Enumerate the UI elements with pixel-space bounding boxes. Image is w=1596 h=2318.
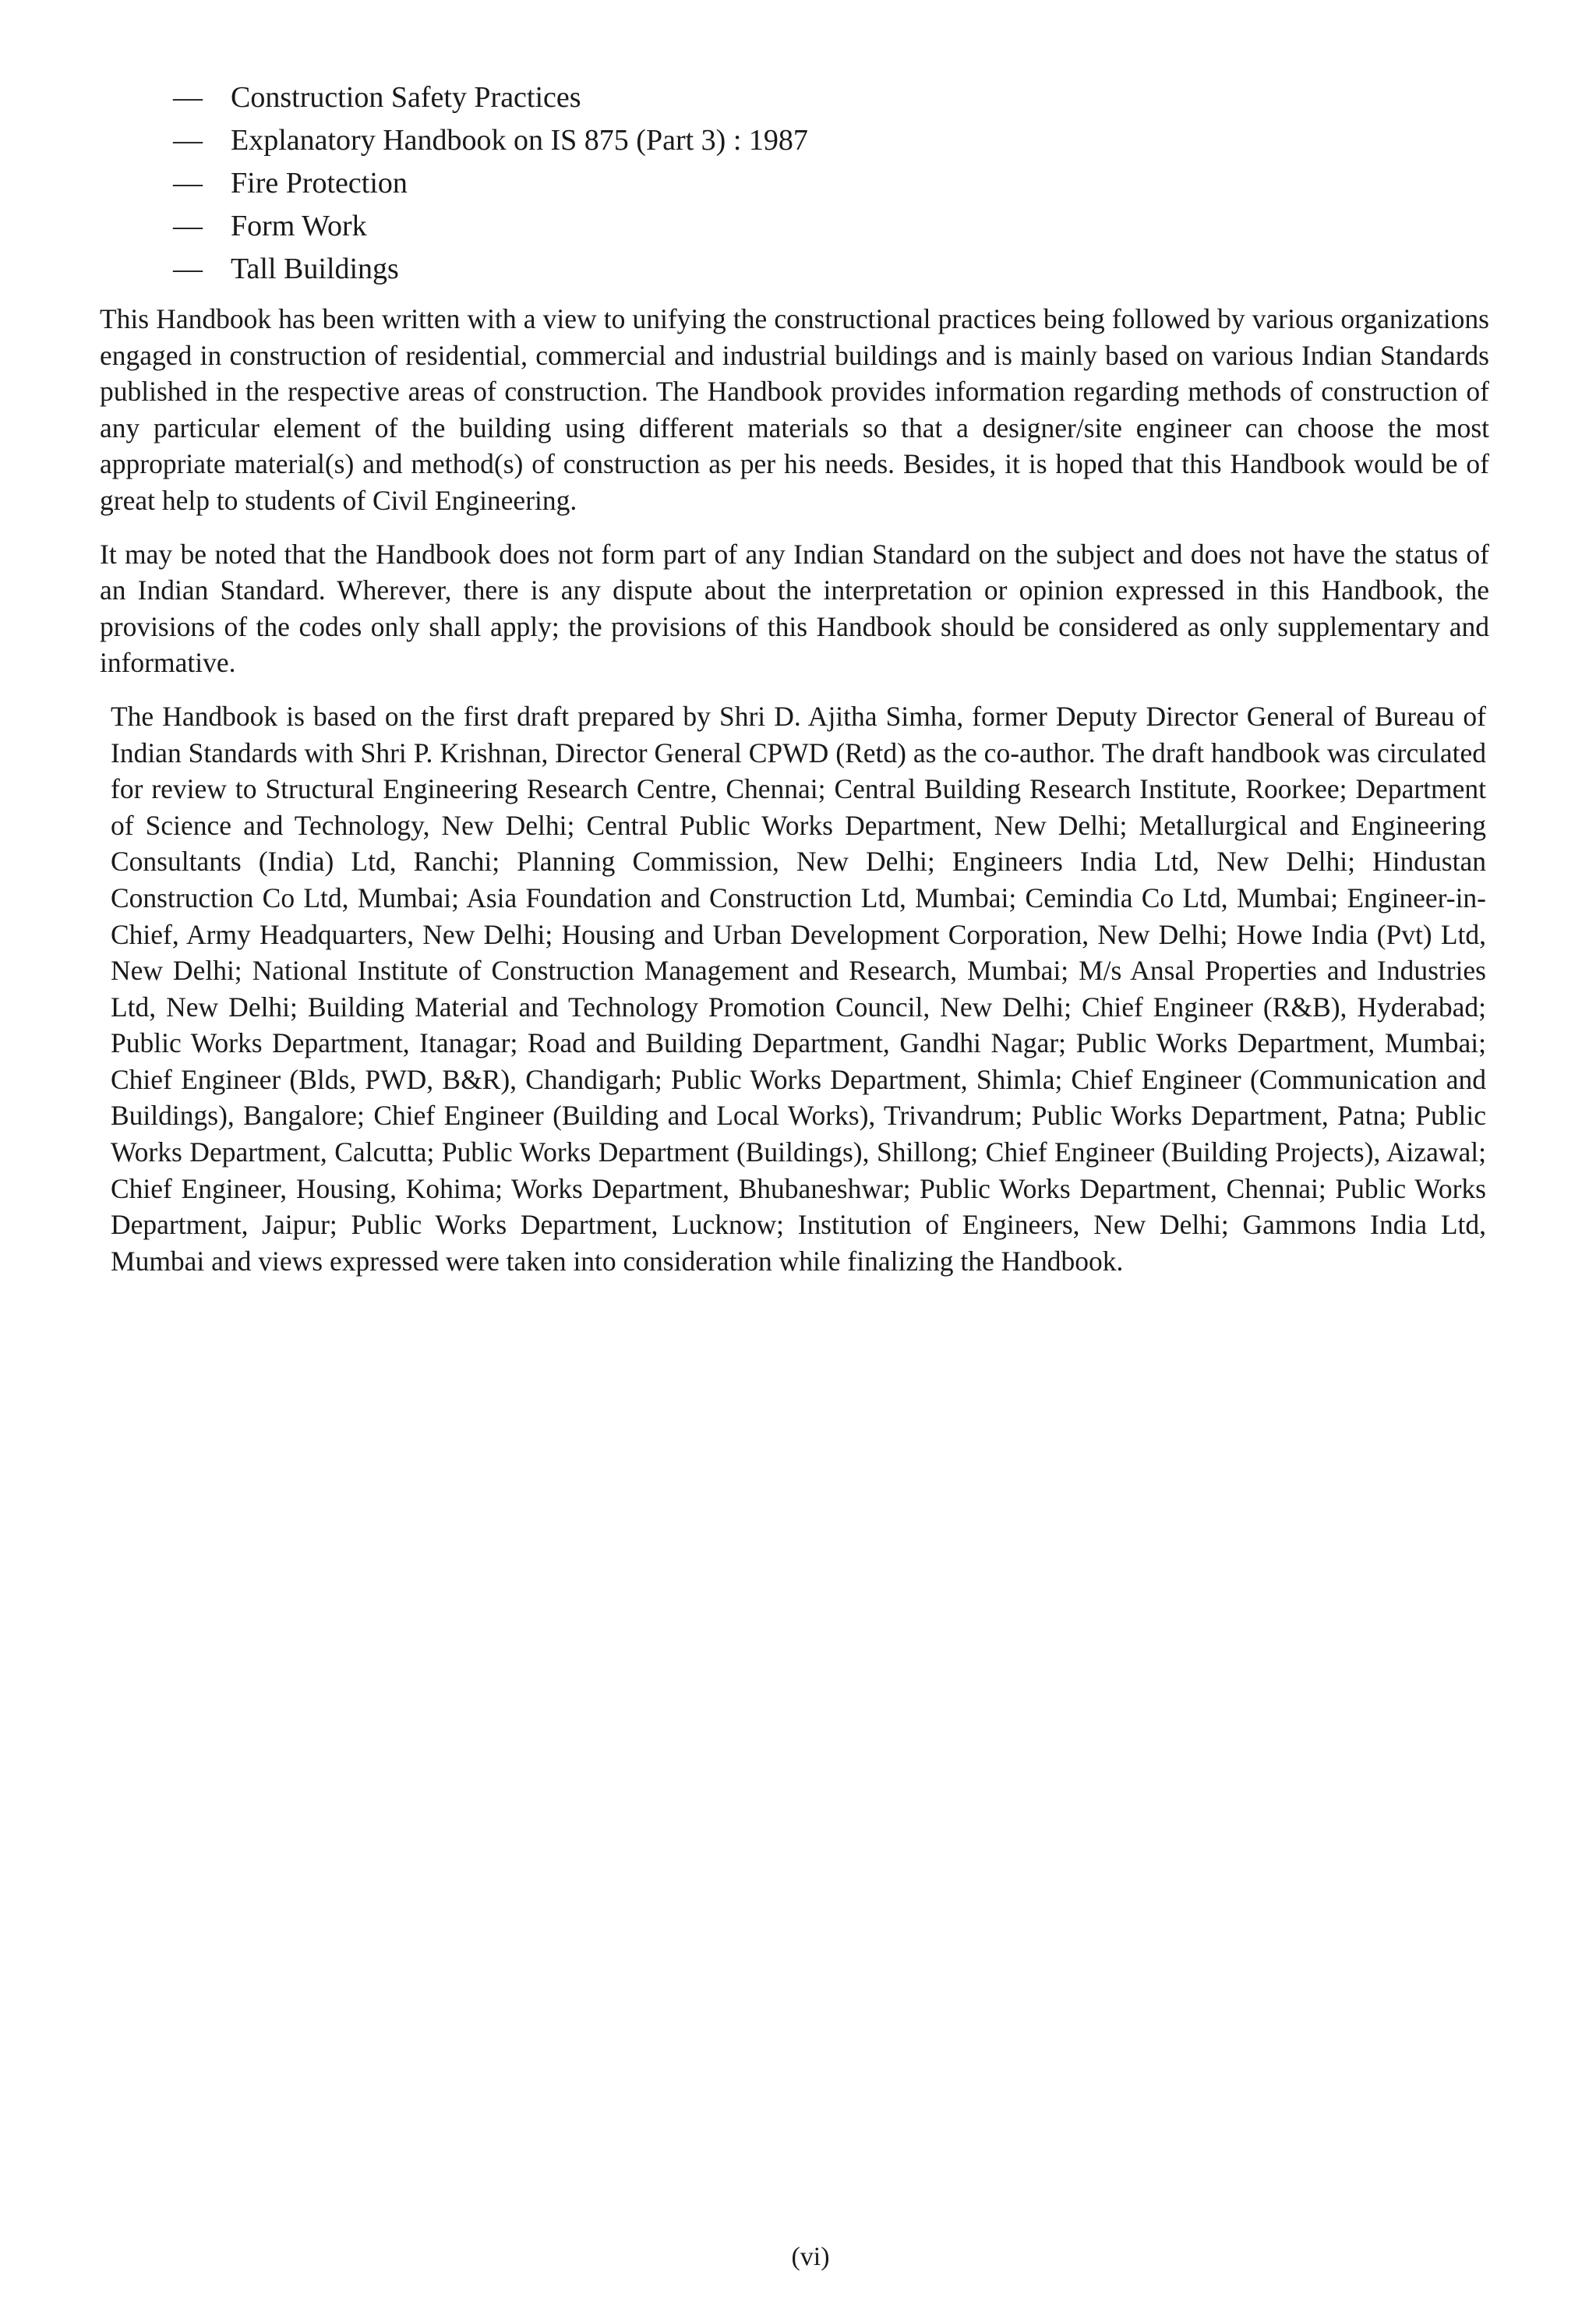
list-item xyxy=(173,205,1342,248)
list-item xyxy=(173,119,1342,162)
dash-bullet: — xyxy=(173,253,203,285)
list-item xyxy=(173,76,1342,119)
body-text xyxy=(100,301,1489,1296)
paragraph-purpose: This Handbook has been written with a view to unifying the constructional practices being followed by various organizations engaged in construction of residential, commercial and industrial buildings and is mainly based on various Indian Standards published in the respective areas of construction. The Handbook provides information regarding methods of construction of any particular element of the building using different materials so that a designer/site engineer can choose the most appropriate material(s) and method(s) of construction as per his needs. Besides, it is hoped that this Handbook would be of great help to students of Civil Engineering. xyxy=(100,303,1489,516)
list-item xyxy=(173,248,1342,291)
dash-bullet: — xyxy=(173,167,203,200)
list-item xyxy=(173,162,1342,205)
list-item-text: Explanatory Handbook on IS 875 (Part 3) : 1987 xyxy=(231,124,808,157)
paragraph-acknowledgements: The Handbook is based on the first draft prepared by Shri D. Ajitha Simha, former Deputy Director General of Bureau of Indian Standards with Shri P. Krishnan, Director General CPWD (Retd) as the co-author. The draft handbook was circulated for review to Structural Engineering Research Centre, Chennai; Central Building Research Institute, Roorkee; Department of Science and Technology, New Delhi; Central Public Works Department, New Delhi; Metallurgical and Engineering Consultants (India) Ltd, Ranchi; Planning Commission, New Delhi; Engineers India Ltd, New Delhi; Hindustan Construction Co Ltd, Mumbai; Asia Foundation and Construction Ltd, Mumbai; Cemindia Co Ltd, Mumbai; Engineer-in-Chief, Army Headquarters, New Delhi; Housing and Urban Development Corporation, New Delhi; Howe India (Pvt) Ltd, New Delhi; National Institute of Construction Management and Research, Mumbai; M/s Ansal Properties and Industries Ltd, New Delhi; Building Material and Technology Promotion Council, New Delhi; Chief Engineer (R&B), Hyderabad; Public Works Department, Itanagar; Road and Building Department, Gandhi Nagar; Public Works Department, Mumbai; Chief Engineer (Blds, PWD, B&R), Chandigarh; Public Works Department, Shimla; Chief Engineer (Communication and Buildings), Bangalore; Chief Engineer (Building and Local Works), Trivandrum; Public Works Department, Patna; Public Works Department, Calcutta; Public Works Department (Buildings), Shillong; Chief Engineer (Building Projects), Aizawal; Chief Engineer, Housing, Kohima; Works Department, Bhubaneshwar; Public Works Department, Chennai; Public Works Department, Jaipur; Public Works Department, Lucknow; Institution of Engineers, New Delhi; Gammons India Ltd, Mumbai and views expressed were taken into consideration while finalizing the Handbook. xyxy=(111,700,1486,1277)
dash-bullet: — xyxy=(173,81,203,114)
page-number: (vi) xyxy=(791,2242,830,2271)
dash-bullet: — xyxy=(173,210,203,242)
list-item-text: Form Work xyxy=(231,210,367,242)
paragraph-status: It may be noted that the Handbook does not form part of any Indian Standard on the subject and does not have the status of an Indian Standard. Wherever, there is any dispute about the interpretation or opinion expressed in this Handbook, the provisions of the codes only shall apply; the provisions of this Handbook should be considered as only supplementary and informative. xyxy=(100,538,1489,679)
dash-bullet: — xyxy=(173,124,203,157)
related-handbooks-list xyxy=(173,76,1342,291)
list-item-text: Construction Safety Practices xyxy=(231,81,581,114)
list-item-text: Tall Buildings xyxy=(231,253,399,285)
list-item-text: Fire Protection xyxy=(231,167,408,200)
